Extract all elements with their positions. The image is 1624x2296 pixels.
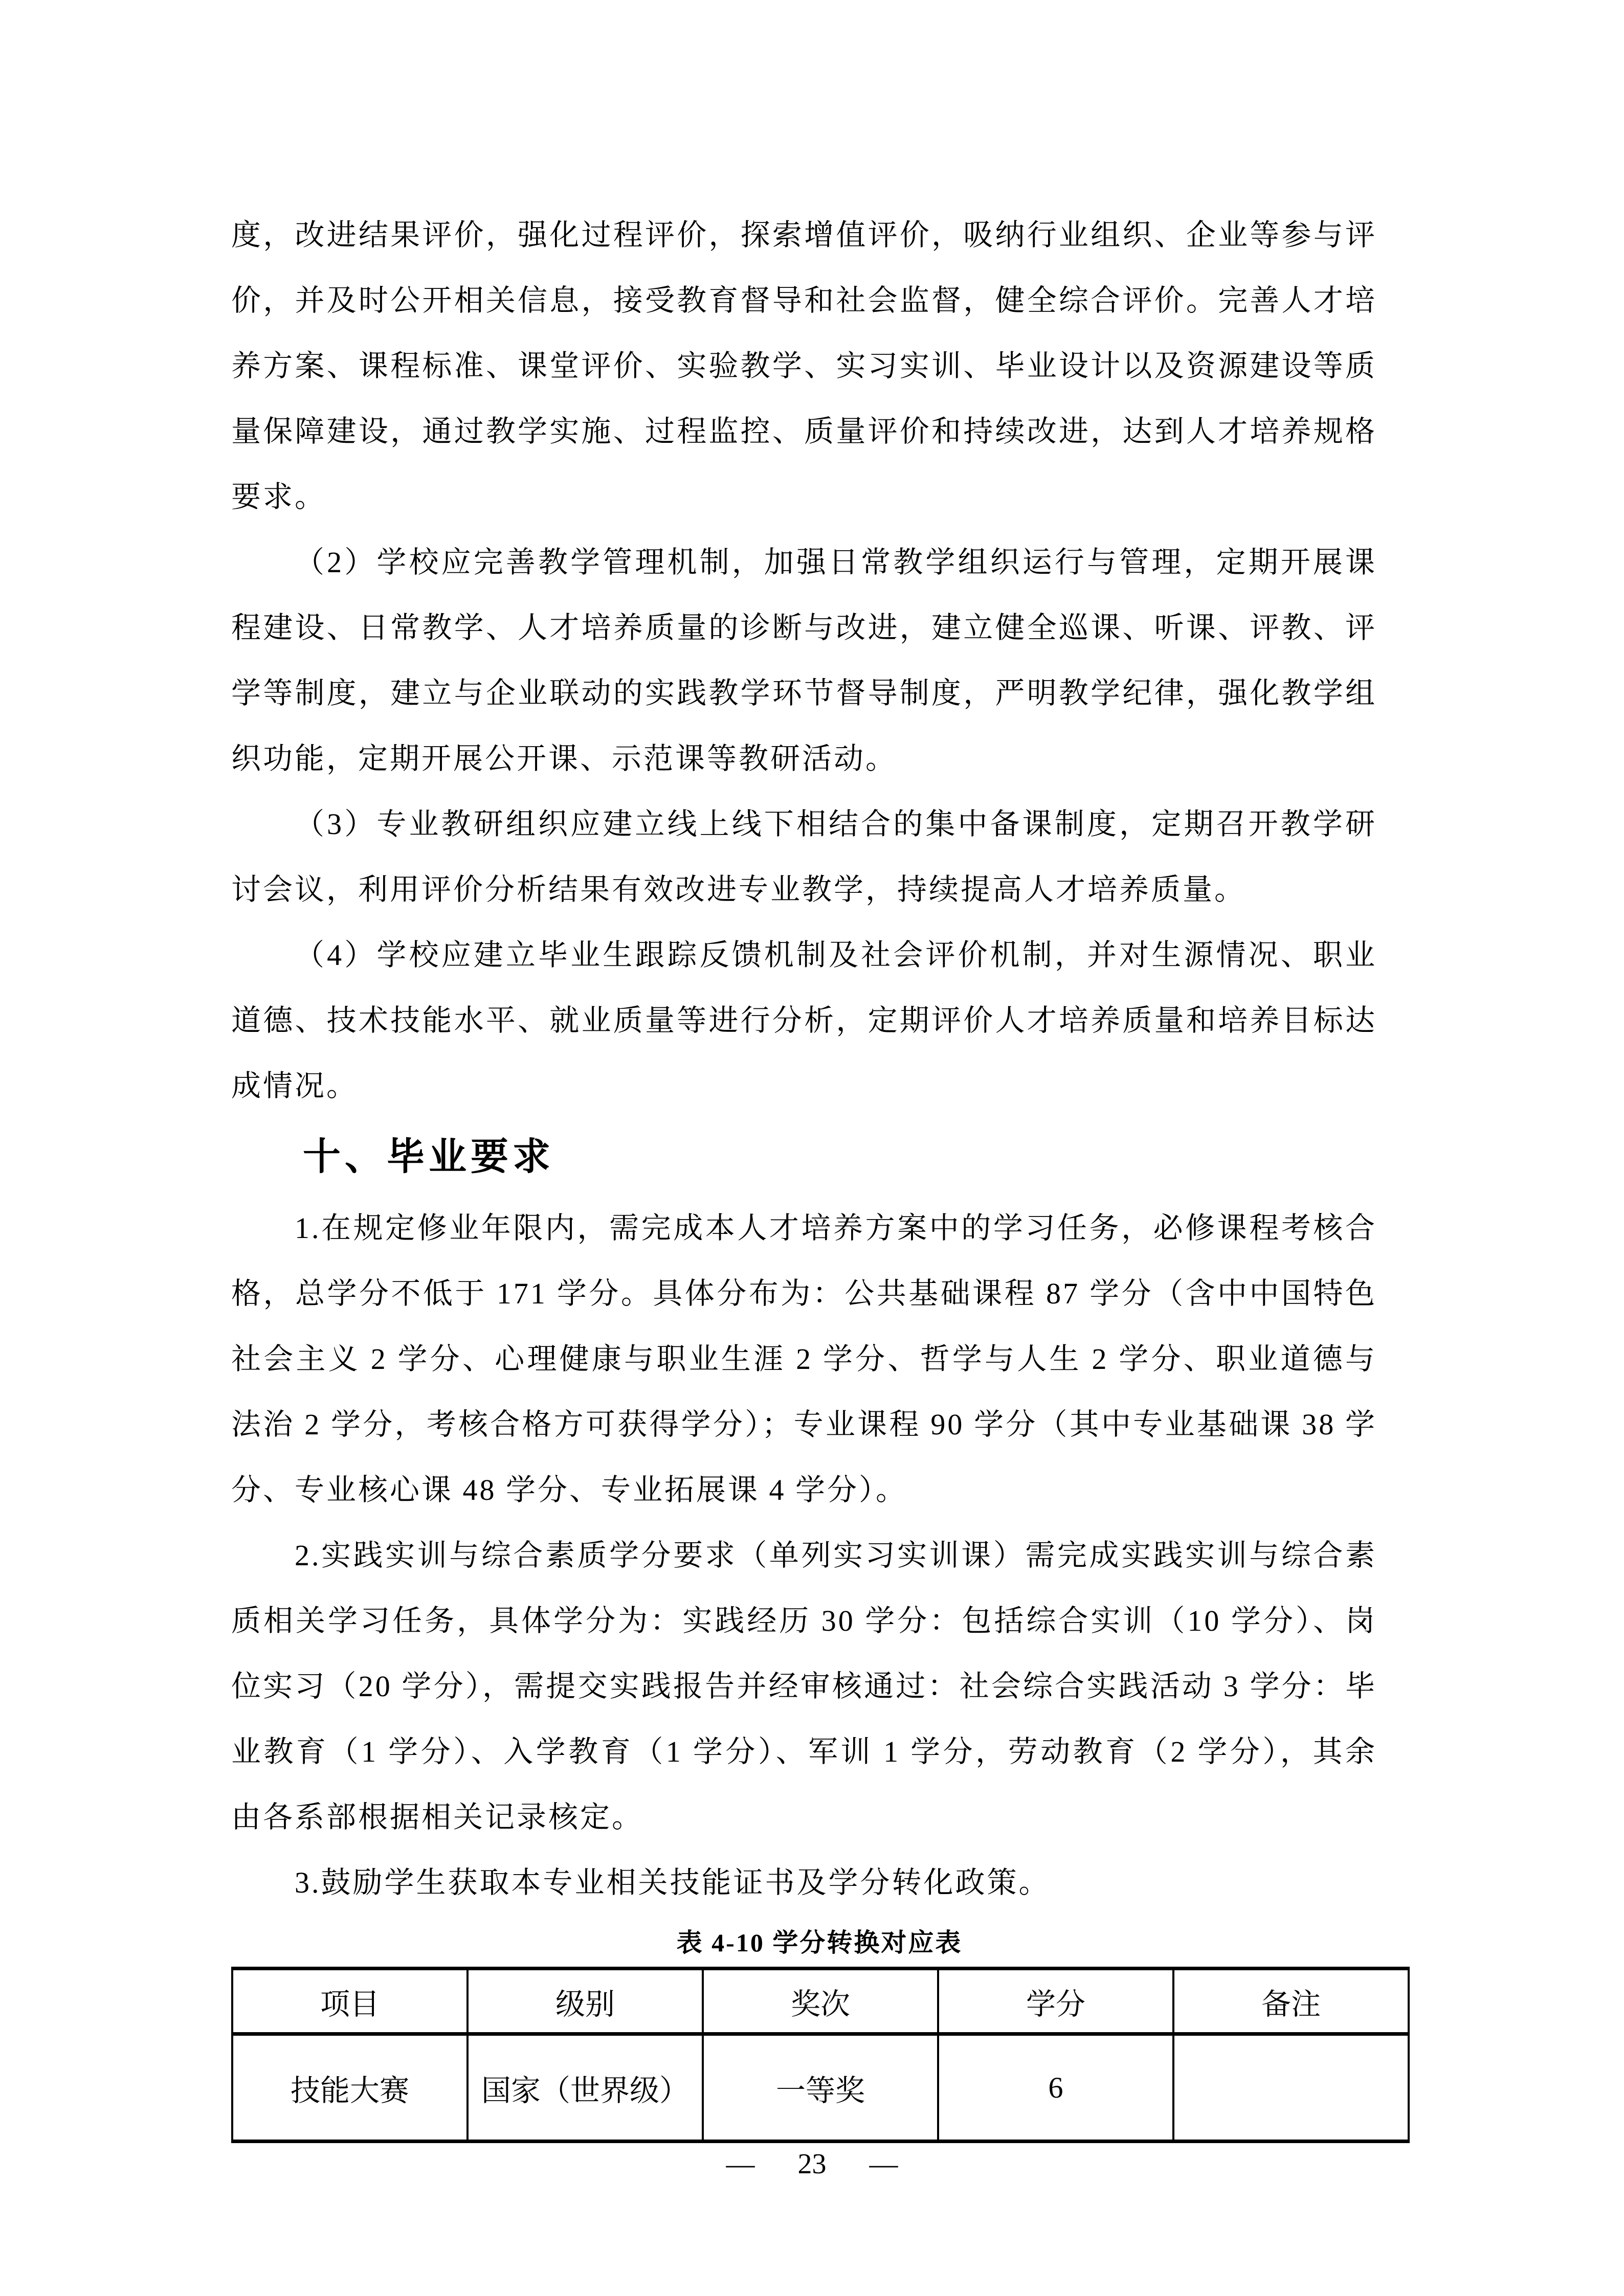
footer-dash-left: — [726,2148,755,2180]
body-paragraph: 1.在规定修业年限内，需完成本人才培养方案中的学习任务，必修课程考核合格，总学分不低于 171 学分。具体分布为：公共基础课程 87 学分（含中中国特色社会主义 2 学分、心理健康与职业生涯 2 学分、哲学与人生 2 学分、职业道德与法治 2 学分，考核合格方可获得学分）；专业课程 90 学分（其中专业基础课 38 学分、专业核心课 48 学分、专业拓展课 4 学分）。 [231,1211,1377,1506]
credit-conversion-table [231,1967,1410,2143]
table-row [232,2034,1409,2142]
table-header-row [232,1969,1409,2034]
table-header-cell-credits: 学分 [938,1969,1173,2034]
table-cell-credits: 6 [938,2034,1173,2142]
table-header-cell-level: 级别 [468,1969,703,2034]
body-paragraph: （4）学校应建立毕业生跟踪反馈机制及社会评价机制，并对生源情况、职业道德、技术技能水平、就业质量等进行分析，定期评价人才培养质量和培养目标达成情况。 [231,938,1377,1102]
body-paragraph: 2.实践实训与综合素质学分要求（单列实习实训课）需完成实践实训与综合素质相关学习任务，具体学分为：实践经历 30 学分：包括综合实训（10 学分）、岗位实习（20 学分），需提交实践报告并经审核通过：社会综合实践活动 3 学分：毕业教育（1 学分）、入学教育（1 学分）、军训 1 学分，劳动教育（2 学分），其余由各系部根据相关记录核定。 [231,1539,1377,1834]
table-cell-item: 技能大赛 [232,2034,468,2142]
table-header-cell-item: 项目 [232,1969,468,2034]
table-cell-level: 国家（世界级） [468,2034,703,2142]
table-cell-award: 一等奖 [703,2034,938,2142]
table-caption: 表 4-10 学分转换对应表 [676,1928,963,1957]
table-header-cell-remarks: 备注 [1173,1969,1409,2034]
table-header-cell-award: 奖次 [703,1969,938,2034]
page-footer [0,2147,1624,2181]
footer-dash-right: — [869,2148,898,2180]
body-paragraph: （3）专业教研组织应建立线上线下相结合的集中备课制度，定期召开教学研讨会议，利用评价分析结果有效改进专业教学，持续提高人才培养质量。 [231,807,1377,906]
body-paragraph: （2）学校应完善教学管理机制，加强日常教学组织运行与管理，定期开展课程建设、日常教学、人才培养质量的诊断与改进，建立健全巡课、听课、评教、评学等制度，建立与企业联动的实践教学环节督导制度，严明教学纪律，强化教学组织功能，定期开展公开课、示范课等教研活动。 [231,546,1377,775]
page-number: 23 [797,2148,827,2180]
body-paragraph: 度，改进结果评价，强化过程评价，探索增值评价，吸纳行业组织、企业等参与评价，并及时公开相关信息，接受教育督导和社会监督，健全综合评价。完善人才培养方案、课程标准、课堂评价、实验教学、实习实训、毕业设计以及资源建设等质量保障建设，通过教学实施、过程监控、质量评价和持续改进，达到人才培养规格要求。 [231,218,1377,513]
section-heading: 十、毕业要求 [303,1136,554,1178]
page-content [231,202,1377,2143]
table-cell-remarks [1173,2034,1409,2142]
body-paragraph: 3.鼓励学生获取本专业相关技能证书及学分转化政策。 [295,1866,1051,1899]
